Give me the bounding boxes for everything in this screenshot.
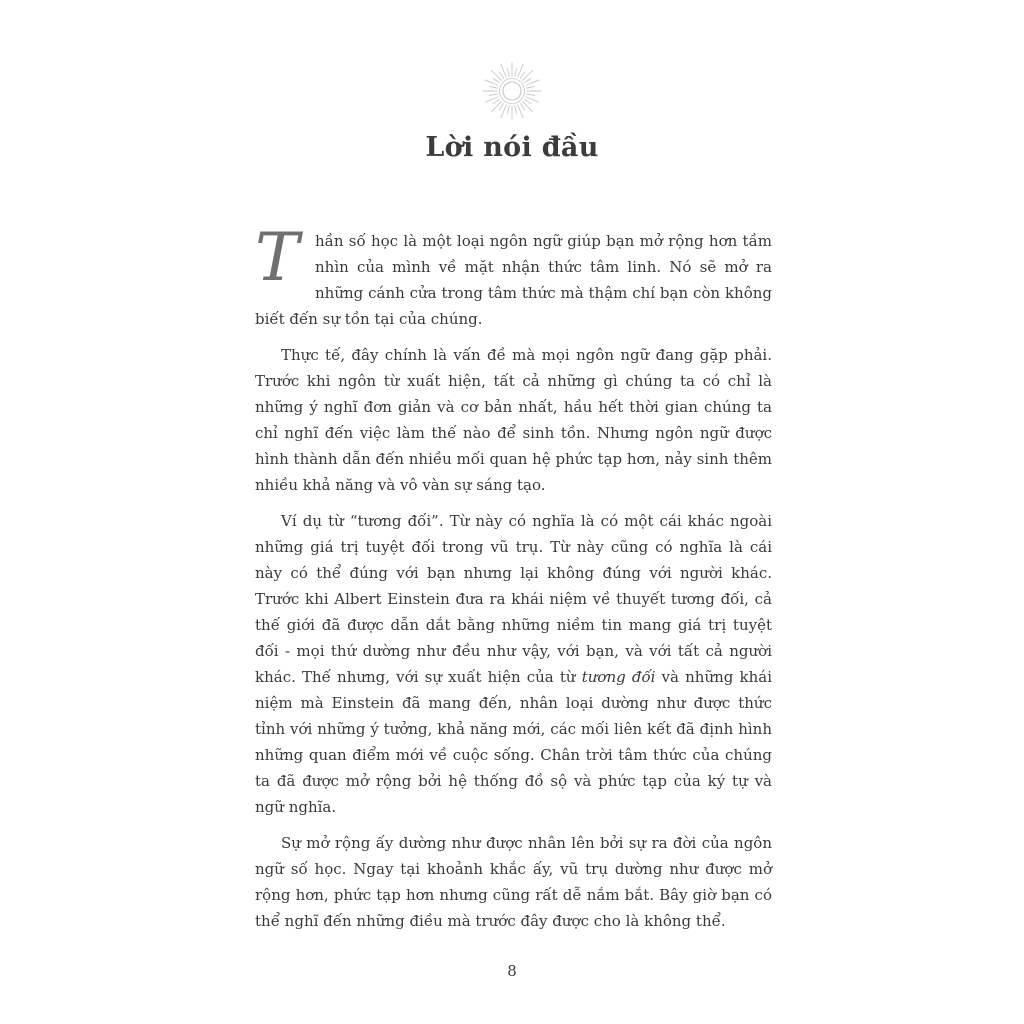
drop-cap: T [255, 219, 300, 296]
ornament-ray [523, 70, 533, 80]
paragraph-2: Thực tế, đây chính là vấn đề mà mọi ngôn ngữ đang gặp phải. Trước khi ngôn từ xuất hiện, tất cả những gì chúng ta có chỉ là những ý nghĩ đơn giản và cơ bản nhất, hầu hết thời gian chúng ta chỉ nghĩ đến việc làm thế nào để sinh tồn. Nhưng ngôn ngữ được hình thành dẫn đến nhiều mối quan hệ phức tạp hơn, nảy sinh thêm nhiều khả năng và vô vàn sự sáng tạo. [255, 346, 772, 494]
paragraph-3 [255, 508, 772, 820]
ornament-ray [520, 72, 524, 79]
paragraph-3-text-a: Ví dụ từ “tương đối”. Từ này có nghĩa là có một cái khác ngoài những giá trị tuyệt đối trong vũ trụ. Từ này cũng có nghĩa là cái này có thể đúng với bạn nhưng lại không đúng với người khác. Trước khi Albert Einstein đưa ra khái niệm về thuyết tương đối, cả thế giới đã được dẫn dắt bằng những niềm tin mang giá trị tuyệt đối - mọi thứ dường như đều như vậy, với bạn, và với tất cả người khác. Thế nhưng, với sự xuất hiện của từ [255, 512, 772, 686]
ornament-ray [493, 99, 500, 103]
ornament-ray [499, 72, 503, 79]
paragraph-3-text-b: và những khái niệm mà Einstein đã mang đến, nhân loại dường như được thức tỉnh với những ý tưởng, khả năng mới, các mối liên kết đã định hình những quan điểm mới về cuộc sống. Chân trời tâm thức của chúng ta đã được mở rộng bởi hệ thống đồ sộ và phức tạp của ký tự và ngữ nghĩa. [255, 668, 772, 816]
ornament-ray [499, 103, 503, 110]
ornament-ray [515, 106, 517, 114]
ornament-ray [524, 78, 531, 82]
ornament-ray [491, 102, 501, 112]
paragraph-4: Sự mở rộng ấy dường như được nhân lên bởi sự ra đời của ngôn ngữ số học. Ngay tại khoảnh khắc ấy, vũ trụ dường như được mở rộng hơn, phức tạp hơn nhưng cũng rất dễ nắm bắt. Bây giờ bạn có thể nghĩ đến những điều mà trước đây được cho là không thể. [255, 834, 772, 930]
ornament-ray [491, 70, 501, 80]
ornament-ray [523, 102, 533, 112]
paragraph-1 [255, 219, 772, 332]
ornament-ray [520, 103, 524, 110]
ornament-ray [508, 68, 510, 76]
ornament-ray [493, 78, 500, 82]
paragraph-1-text: hần số học là một loại ngôn ngữ giúp bạn mở rộng hơn tầm nhìn của mình về mặt nhận thức tâm linh. Nó sẽ mở ra những cánh cửa trong tâm thức mà thậm chí bạn còn không biết đến sự tồn tại của chúng. [255, 232, 772, 328]
ornament-ray [527, 87, 535, 89]
ornament-ray [515, 68, 517, 76]
page-title: Lời nói đầu [425, 132, 599, 163]
ornament-ray [489, 87, 497, 89]
ornament-ray [508, 106, 510, 114]
ornament-ray [527, 94, 535, 96]
body-text [255, 219, 772, 944]
italic-term: tương đối [581, 668, 656, 686]
ornament-ray [489, 94, 497, 96]
sun-ornament-icon [481, 60, 543, 122]
page-number: 8 [507, 962, 517, 980]
ornament-ray [524, 99, 531, 103]
